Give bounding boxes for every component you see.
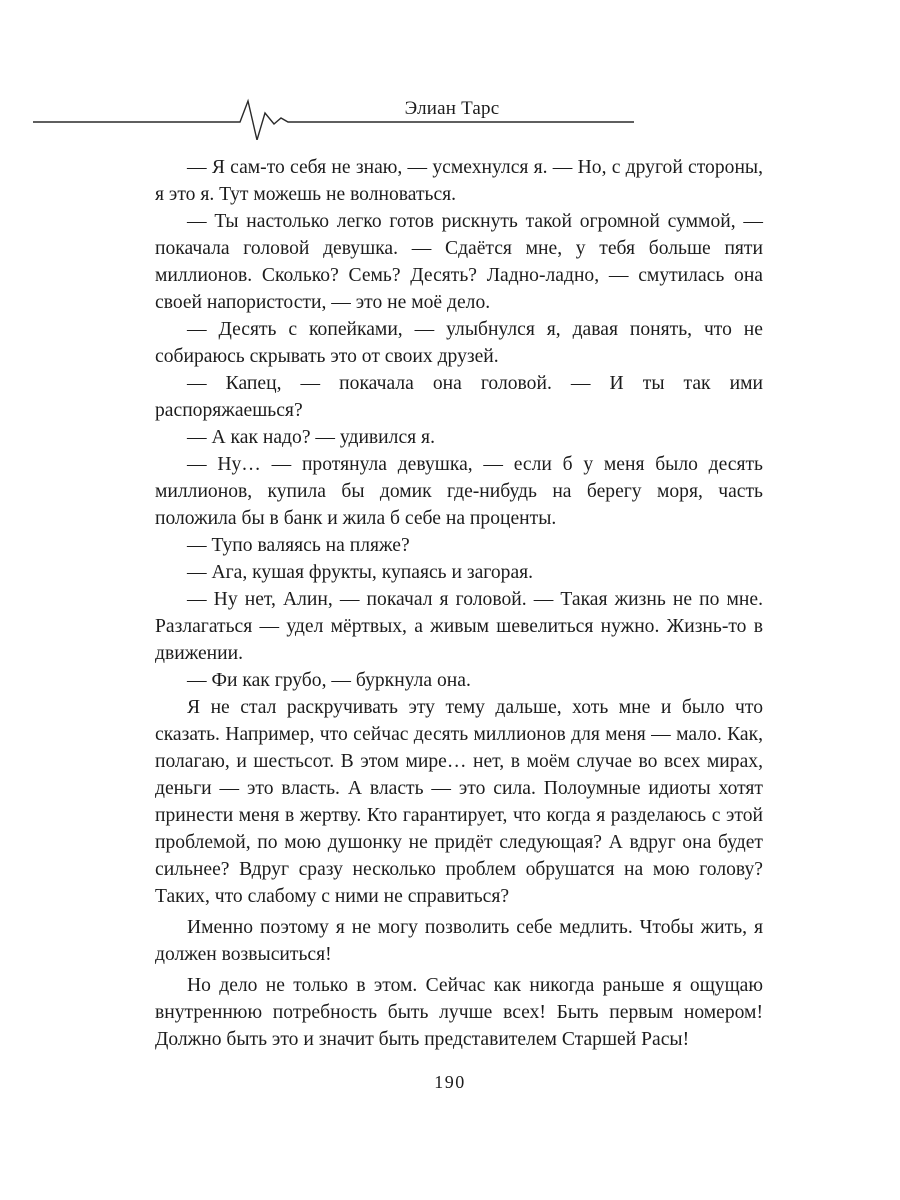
paragraph: — Фи как грубо, — буркнула она. — [187, 670, 471, 691]
running-header — [0, 0, 900, 140]
paragraph: — Десять с копейками, — улыбнулся я, давая понять, что не собираюсь скрывать это от своих друзей. — [155, 319, 763, 367]
paragraph: Я не стал раскручивать эту тему дальше, хоть мне и было что сказать. Например, что сейчас десять миллионов для меня — мало. Как, полагаю, и шестьсот. В этом мире… нет, в моём случае во всех мирах, деньги — это власть. А власть — это сила. Полоумные идиоты хотят принести меня в жертву. Кто гарантирует, что когда я разделаюсь с этой проблемой, по мою душонку не придёт следующая? А вдруг она будет сильнее? Вдруг сразу несколько проблем обрушатся на мою голову? Таких, что слабому с ними не справиться? — [155, 697, 763, 907]
paragraph: — Ну… — протянула девушка, — если б у меня было десять миллионов, купила бы домик где-нибудь на берегу моря, часть положила бы в банк и жила б себе на проценты. — [155, 454, 763, 529]
paragraph: — А как надо? — удивился я. — [187, 427, 435, 448]
page-number: 190 — [434, 1072, 466, 1092]
paragraph: Но дело не только в этом. Сейчас как никогда раньше я ощущаю внутреннюю потребность быть лучше всех! Быть первым номером! Должно быть это и значит быть представителем Старшей Расы! — [155, 975, 763, 1050]
book-page-text — [155, 154, 763, 1053]
paragraph: — Ну нет, Алин, — покачал я головой. — Такая жизнь не по мне. Разлагаться — удел мёртвых, а живым шевелиться нужно. Жизнь-то в движении. — [155, 589, 763, 664]
paragraph: — Я сам-то себя не знаю, — усмехнулся я. — Но, с другой стороны, я это я. Тут можешь не волноваться. — [155, 157, 763, 205]
paragraph: — Тупо валяясь на пляже? — [187, 535, 410, 556]
paragraph: — Ты настолько легко готов рискнуть такой огромной суммой, — покачала головой девушка. — Сдаётся мне, у тебя больше пяти миллионов. Сколько? Семь? Десять? Ладно-ладно, — смутилась она своей напористости, — это не моё дело. — [155, 211, 763, 313]
paragraph: Именно поэтому я не могу позволить себе медлить. Чтобы жить, я должен возвыситься! — [155, 917, 763, 965]
heartbeat-line — [33, 101, 634, 140]
paragraph: — Ага, кушая фрукты, купаясь и загорая. — [187, 562, 534, 583]
author-name: Элиан Тарс — [404, 98, 500, 119]
paragraph: — Капец, — покачала она головой. — И ты так ими распоряжаешься? — [155, 373, 763, 421]
